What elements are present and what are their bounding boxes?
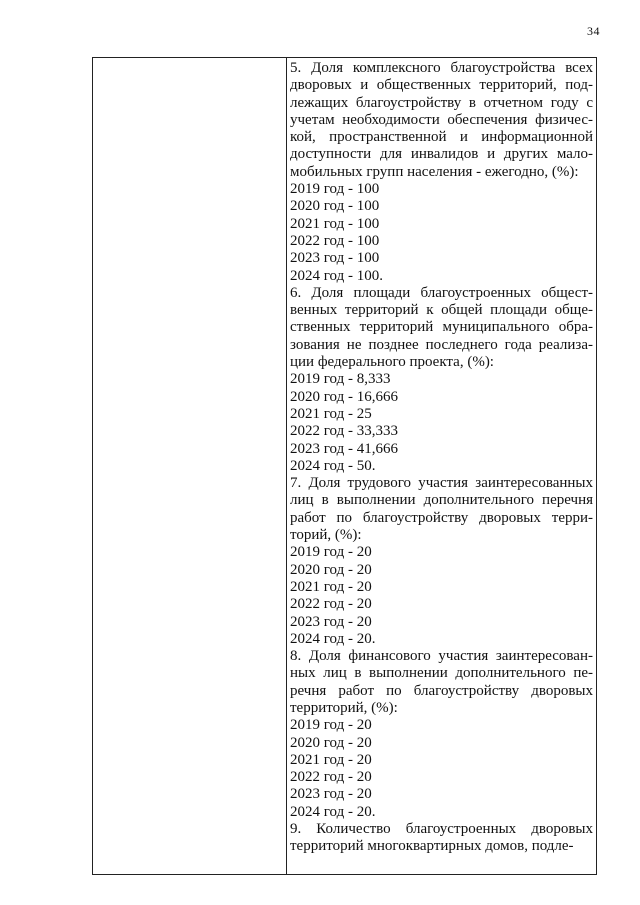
indicator-year-value: 2019 год - 100 [290, 181, 380, 198]
indicator-text-line: ственных территорий муниципального обра- [290, 319, 593, 336]
indicator-year-value: 2023 год - 20 [290, 786, 372, 803]
indicator-year-value: 2022 год - 100 [290, 232, 380, 249]
indicator-year-value: 2022 год - 20 [290, 596, 372, 613]
indicator-block [290, 60, 593, 285]
indicator-text-line: ных лиц в выполнении дополнительного пе- [290, 665, 593, 682]
indicator-text-line: 5. Доля комплексного благоустройства всех [290, 60, 593, 76]
indicator-text-line: ции федерального проекта, (%): [290, 354, 494, 371]
indicator-year-value: 2019 год - 8,333 [290, 371, 391, 388]
indicator-year-value: 2023 год - 100 [290, 250, 380, 267]
indicator-year-value: 2021 год - 25 [290, 405, 372, 422]
indicator-block [290, 648, 593, 821]
indicator-text-line: дворовых и общественных территорий, под- [290, 77, 593, 94]
indicator-text-line: лиц в выполнении дополнительного перечня [290, 492, 593, 509]
indicator-block [290, 475, 593, 648]
indicator-year-value: 2021 год - 20 [290, 578, 372, 595]
indicator-text-line: венных территорий к общей площади обще- [290, 302, 593, 319]
indicator-text-line: 8. Доля финансового участия заинтересован- [290, 648, 593, 665]
indicator-text-line: торий, (%): [290, 527, 362, 544]
indicator-text-line: мобильных групп населения - ежегодно, (%): [290, 163, 579, 180]
indicator-text-line: речня работ по благоустройству дворовых [290, 682, 593, 699]
indicator-year-value: 2020 год - 16,666 [290, 388, 398, 405]
indicator-year-value: 2021 год - 20 [290, 751, 372, 768]
indicator-year-value: 2020 год - 20 [290, 734, 372, 751]
indicator-year-value: 2021 год - 100 [290, 215, 380, 232]
indicators-cell [287, 58, 596, 874]
indicator-text-line: лежащих благоустройству в отчетном году с [290, 94, 593, 111]
indicator-text-line: работ по благоустройству дворовых терри- [290, 509, 593, 526]
indicator-year-value: 2024 год - 20. [290, 630, 376, 647]
indicator-year-value: 2019 год - 20 [290, 717, 372, 734]
indicator-year-value: 2019 год - 20 [290, 544, 372, 561]
indicator-text-line: 7. Доля трудового участия заинтересованных [290, 475, 593, 492]
indicator-year-value: 2022 год - 20 [290, 769, 372, 786]
page-number: 34 [587, 24, 600, 38]
indicators-table [92, 57, 597, 875]
indicator-text-line: кой, пространственной и информационной [290, 129, 593, 146]
indicator-year-value: 2024 год - 50. [290, 457, 376, 474]
indicator-text-line: 9. Количество благоустроенных дворовых [290, 821, 593, 838]
indicator-text-line: доступности для инвалидов и других мало- [290, 146, 593, 163]
indicator-block [290, 821, 593, 856]
indicator-year-value: 2023 год - 20 [290, 613, 372, 630]
indicator-year-value: 2024 год - 100. [290, 267, 383, 284]
indicator-text-line: зования не позднее последнего года реализа- [290, 336, 593, 353]
indicator-text-line: 6. Доля площади благоустроенных общест- [290, 284, 593, 301]
table-left-column [93, 58, 287, 874]
indicator-text-line: учетам необходимости обеспечения физичес- [290, 111, 593, 128]
indicator-year-value: 2020 год - 20 [290, 561, 372, 578]
indicator-block [290, 285, 593, 475]
indicator-text-line: территорий многоквартирных домов, подле- [290, 838, 574, 855]
indicator-text-line: территорий, (%): [290, 699, 398, 716]
indicator-year-value: 2023 год - 41,666 [290, 440, 398, 457]
indicator-year-value: 2020 год - 100 [290, 198, 380, 215]
indicator-year-value: 2024 год - 20. [290, 803, 376, 820]
indicator-year-value: 2022 год - 33,333 [290, 423, 398, 440]
